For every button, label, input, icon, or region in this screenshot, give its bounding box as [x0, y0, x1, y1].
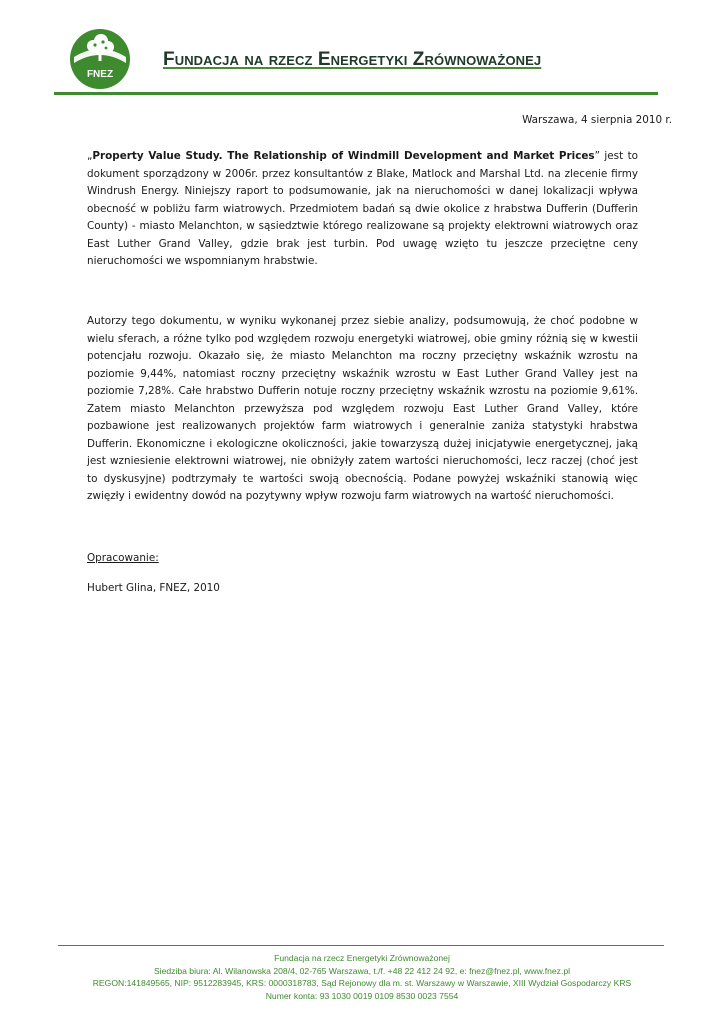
open-quote: „: [87, 150, 93, 162]
logo-text: FNEZ: [86, 69, 114, 80]
header-divider: [54, 92, 658, 95]
author-signature: Hubert Glina, FNEZ, 2010: [87, 582, 220, 594]
footer: [0, 952, 724, 1002]
paragraph-conclusions: Autorzy tego dokumentu, w wyniku wykonanej przez siebie analizy, podsumowują, że choć podobne w wielu sferach, a różne tylko pod względem rozwoju energetyki wiatrowej, obie gminy różnią się w kwestii potencjału rozwoju. Okazało się, że miasto Melanchton ma roczny przeciętny wskaźnik wzrostu na poziomie 9,44%, natomiast roczny przeciętny wskaźnik wzrostu w East Luther Grand Valley jest na poziomie 7,28%. Całe hrabstwo Dufferin notuje roczny przeciętny wskaźnik wzrostu na poziomie 9,61%. Zatem miasto Melanchton przewyższa pod względem rozwoju East Luther Grand Valley, które pozbawione jest realizowanych projektów farm wiatrowych i generalnie zaniża statystyki hrabstwa Dufferin. Ekonomiczne i ekologiczne okoliczności, jakie towarzyszą dużej inicjatywie energetycznej, jaką jest wzniesienie elektrowni wiatrowej, nie obniżyły zatem wartości nieruchomości, lecz raczej (choć jest to dyskusyjne) podtrzymały te wartości swoją obecnością. Podane powyżej wskaźniki stanowią więc zwięzły i ewidentny dowód na pozytywny wpływ rozwoju farm wiatrowych na wartość nieruchomości.: [87, 315, 638, 502]
footer-divider: [58, 945, 664, 946]
footer-registration: REGON:141849565, NIP: 9512283945, KRS: 0000318783, Sąd Rejonowy dla m. st. Warszawy w Warszawie, XIII Wydział Gospodarczy KRS: [92, 978, 632, 988]
prepared-by-label: Opracowanie:: [87, 552, 159, 564]
footer-address: Siedziba biura: Al. Wilanowska 208/4, 02-765 Warszawa, t./f. +48 22 412 24 92, e: fnez@fnez.pl, www.fnez.pl: [153, 965, 571, 976]
fnez-logo: [68, 27, 132, 91]
organization-title: Fundacja na rzecz Energetyki Zrównoważonej: [163, 49, 542, 70]
letter-date: Warszawa, 4 sierpnia 2010 r.: [522, 114, 672, 126]
footer-org-name: Fundacja na rzecz Energetyki Zrównoważonej: [274, 953, 450, 963]
paragraph-intro: [87, 148, 638, 271]
footer-bank-account: Numer konta: 93 1030 0019 0109 8530 0023 7554: [265, 990, 459, 1001]
report-title: Property Value Study. The Relationship of Windmill Development and Market Prices: [92, 150, 595, 162]
paragraph-intro-text: ” jest to dokument sporządzony w 2006r. przez konsultantów z Blake, Matlock and Marshal Ltd. na zlecenie firmy Windrush Energy. Niniejszy raport to podsumowanie, jak na nieruchomości w danej lokalizacji wpływa obecność w pobliżu farm wiatrowych. Przedmiotem badań są dwie okolice z hrabstwa Dufferin (Dufferin County) - miasto Melanchton, w sąsiedztwie którego realizowane są projekty elektrowni wiatrowych oraz East Luther Grand Valley, gdzie brak jest turbin. Pod uwagę wzięto tu jeszcze przeciętne ceny nieruchomości we wspomnianym hrabstwie.: [87, 150, 638, 267]
